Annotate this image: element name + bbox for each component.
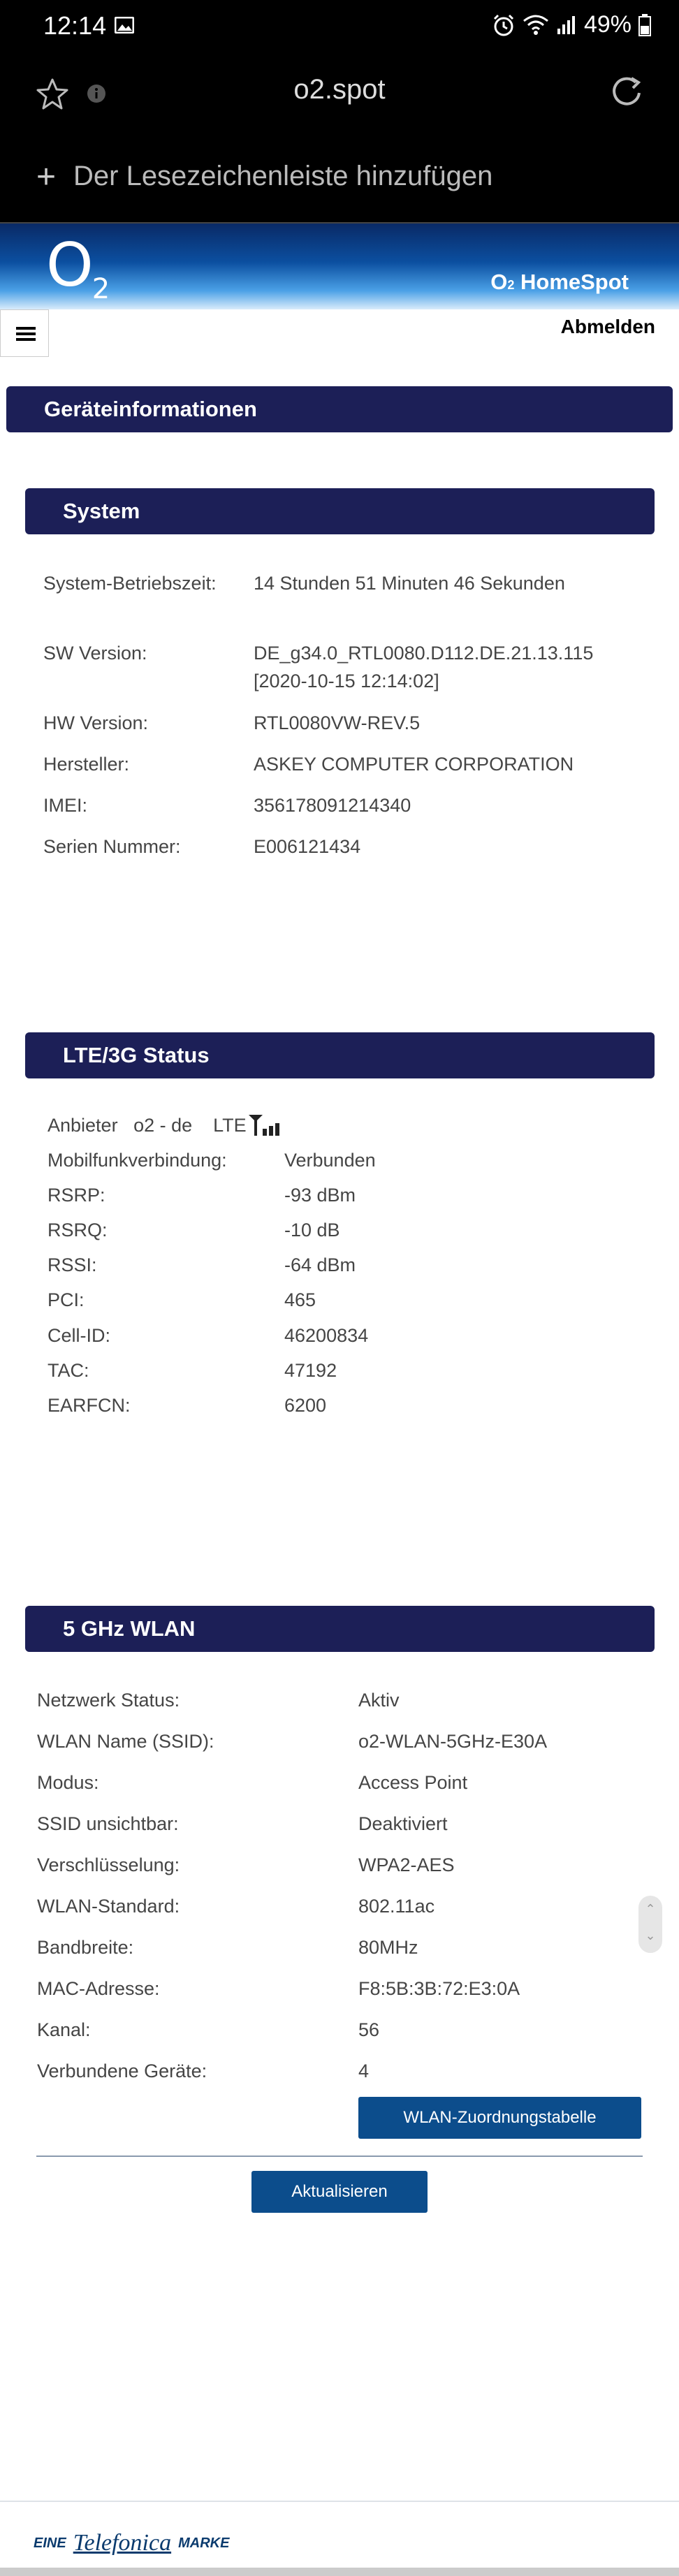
pci-label: PCI: xyxy=(48,1289,85,1310)
wifi-icon xyxy=(523,14,549,36)
tac-label: TAC: xyxy=(48,1360,89,1381)
imei-label: IMEI: xyxy=(43,795,88,816)
bookmark-bar[interactable] xyxy=(0,133,679,224)
rssi-value: -64 dBm xyxy=(284,1254,356,1275)
tac-value: 47192 xyxy=(284,1360,337,1381)
battery-percent: 49% xyxy=(583,11,631,38)
chevron-down-icon: ⌄ xyxy=(645,1929,656,1942)
menu-icon-bar xyxy=(16,327,36,330)
status-icons xyxy=(492,11,651,38)
manufacturer-label: Hersteller: xyxy=(43,754,130,775)
chevron-up-icon: ⌃ xyxy=(645,1902,656,1916)
menu-icon-bar xyxy=(16,338,36,341)
product-name: O2 HomeSpot xyxy=(490,270,629,294)
encryption-label: Verschlüsselung: xyxy=(37,1854,180,1875)
menu-icon-bar xyxy=(16,332,36,335)
wlan-standard-label: WLAN-Standard: xyxy=(37,1896,180,1917)
wlan-standard-value: 802.11ac xyxy=(358,1896,435,1917)
bandwidth-value: 80MHz xyxy=(358,1937,418,1958)
hamburger-menu-button[interactable] xyxy=(0,309,49,357)
bookmark-add-label: Der Lesezeichenleiste hinzufügen xyxy=(73,161,493,191)
mac-address-label: MAC-Adresse: xyxy=(37,1978,160,1999)
cell-signal-icon xyxy=(556,15,577,36)
network-status-value: Aktiv xyxy=(358,1690,400,1711)
system-uptime-value: 14 Stunden 51 Minuten 46 Sekunden xyxy=(254,573,565,594)
footer-prefix: EINE xyxy=(34,2535,66,2551)
divider xyxy=(36,2156,643,2157)
wlan-assignment-table-button[interactable]: WLAN-Zuordnungstabelle xyxy=(358,2097,641,2139)
lte-section-header: LTE/3G Status xyxy=(25,1032,655,1078)
mobile-connection-value: Verbunden xyxy=(284,1150,376,1171)
manufacturer-value: ASKEY COMPUTER CORPORATION xyxy=(254,754,574,775)
wlan-section-header: 5 GHz WLAN xyxy=(25,1606,655,1652)
footer-divider xyxy=(0,2501,679,2502)
refresh-button[interactable]: Aktualisieren xyxy=(251,2171,428,2213)
reload-icon[interactable] xyxy=(608,74,645,112)
bandwidth-label: Bandbreite: xyxy=(37,1937,134,1958)
ssid-value: o2-WLAN-5GHz-E30A xyxy=(358,1731,548,1752)
rssi-label: RSSI: xyxy=(48,1254,97,1275)
footer-suffix: MARKE xyxy=(178,2535,230,2551)
ssid-label: WLAN Name (SSID): xyxy=(37,1731,214,1752)
browser-url-bar xyxy=(0,56,679,133)
hw-version-label: HW Version: xyxy=(43,712,149,733)
alarm-icon xyxy=(492,13,516,37)
bottom-navigation-bar xyxy=(0,2568,679,2576)
cell-id-label: Cell-ID: xyxy=(48,1325,111,1346)
clock: 12:14 xyxy=(43,11,107,40)
rsrp-value: -93 dBm xyxy=(284,1185,356,1206)
phone-status-bar xyxy=(0,0,679,56)
signal-antenna-icon xyxy=(247,1113,285,1137)
ssid-hidden-label: SSID unsichtbar: xyxy=(37,1813,179,1834)
connected-devices-label: Verbundene Geräte: xyxy=(37,2061,207,2081)
image-notification-icon xyxy=(115,17,134,34)
channel-value: 56 xyxy=(358,2019,380,2040)
mode-label: Modus: xyxy=(37,1772,99,1793)
provider-value: o2 - de xyxy=(133,1115,193,1136)
logout-link[interactable]: Abmelden xyxy=(560,316,655,337)
earfcn-value: 6200 xyxy=(284,1395,327,1416)
channel-label: Kanal: xyxy=(37,2019,91,2040)
connected-devices-value: 4 xyxy=(358,2061,370,2081)
earfcn-label: EARFCN: xyxy=(48,1395,131,1416)
network-status-label: Netzwerk Status: xyxy=(37,1690,180,1711)
imei-value: 356178091214340 xyxy=(254,795,411,816)
encryption-value: WPA2-AES xyxy=(358,1854,455,1875)
o2-logo: $O_2$ xyxy=(46,230,110,305)
serial-number-label: Serien Nummer: xyxy=(43,836,181,857)
mobile-connection-label: Mobilfunkverbindung: xyxy=(48,1150,227,1171)
telefonica-logo: Telefonica xyxy=(73,2530,172,2556)
serial-number-value: E006121434 xyxy=(254,836,361,857)
plus-icon: + xyxy=(36,159,57,196)
cell-id-value: 46200834 xyxy=(284,1325,369,1346)
o2-header xyxy=(0,224,679,309)
rsrq-label: RSRQ: xyxy=(48,1220,108,1241)
url-text[interactable]: o2.spot xyxy=(293,74,386,105)
rsrp-label: RSRP: xyxy=(48,1185,105,1206)
sw-version-label: SW Version: xyxy=(43,643,147,664)
mac-address-value: F8:5B:3B:72:E3:0A xyxy=(358,1978,520,1999)
scroll-handle[interactable] xyxy=(638,1896,662,1953)
mode-value: Access Point xyxy=(358,1772,468,1793)
system-section-header: System xyxy=(25,488,655,534)
rsrq-value: -10 dB xyxy=(284,1220,340,1241)
pci-value: 465 xyxy=(284,1289,316,1310)
page-title: Geräteinformationen xyxy=(6,386,673,432)
system-uptime-label: System-Betriebszeit: xyxy=(43,573,217,594)
sw-version-value: DE_g34.0_RTL0080.D112.DE.21.13.115 [2020-10-15 12:14:02] xyxy=(254,643,594,691)
provider-label: Anbieter xyxy=(48,1115,118,1136)
battery-icon xyxy=(638,14,651,36)
network-type: LTE xyxy=(213,1115,247,1136)
hw-version-value: RTL0080VW-REV.5 xyxy=(254,712,421,733)
provider-row xyxy=(48,1111,247,1139)
footer-brand xyxy=(34,2530,229,2556)
ssid-hidden-value: Deaktiviert xyxy=(358,1813,448,1834)
